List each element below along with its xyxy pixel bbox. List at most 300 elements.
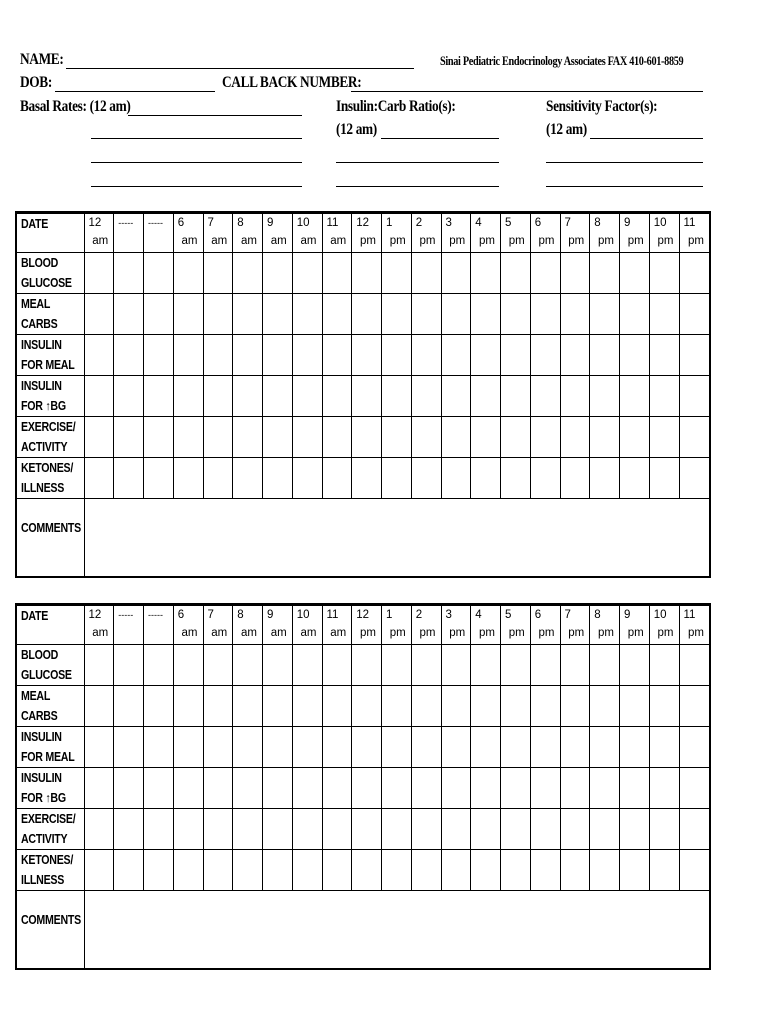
entry-cell[interactable]: [263, 850, 293, 891]
entry-cell[interactable]: [530, 768, 560, 809]
entry-cell[interactable]: [292, 768, 322, 809]
entry-cell[interactable]: [263, 727, 293, 768]
entry-cell[interactable]: [501, 253, 531, 294]
entry-cell[interactable]: [560, 253, 590, 294]
entry-cell[interactable]: [233, 809, 263, 850]
entry-cell[interactable]: [441, 645, 471, 686]
entry-cell[interactable]: [411, 335, 441, 376]
entry-cell[interactable]: [173, 809, 203, 850]
entry-cell[interactable]: [382, 686, 412, 727]
entry-cell[interactable]: [84, 376, 114, 417]
entry-cell[interactable]: [203, 253, 233, 294]
entry-cell[interactable]: [144, 850, 174, 891]
entry-cell[interactable]: [322, 850, 352, 891]
entry-cell[interactable]: [173, 850, 203, 891]
entry-cell[interactable]: [679, 727, 709, 768]
basal-rate-field-3[interactable]: [91, 162, 302, 163]
entry-cell[interactable]: [530, 645, 560, 686]
entry-cell[interactable]: [84, 645, 114, 686]
entry-cell[interactable]: [114, 458, 144, 499]
entry-cell[interactable]: [620, 335, 650, 376]
entry-cell[interactable]: [679, 376, 709, 417]
entry-cell[interactable]: [84, 253, 114, 294]
time-column-header: [352, 214, 382, 253]
entry-cell[interactable]: [114, 850, 144, 891]
icr-field-1[interactable]: [381, 138, 499, 139]
entry-cell[interactable]: [292, 253, 322, 294]
entry-cell[interactable]: [203, 294, 233, 335]
time-period: pm: [657, 627, 674, 639]
entry-cell[interactable]: [649, 417, 679, 458]
entry-cell[interactable]: [471, 850, 501, 891]
entry-cell[interactable]: [530, 727, 560, 768]
date-header: [17, 214, 84, 253]
entry-cell[interactable]: [590, 768, 620, 809]
entry-cell[interactable]: [382, 768, 412, 809]
time-hour: 3: [445, 217, 452, 229]
entry-cell[interactable]: [352, 809, 382, 850]
entry-cell[interactable]: [649, 253, 679, 294]
entry-cell[interactable]: [203, 458, 233, 499]
entry-cell[interactable]: [620, 686, 650, 727]
entry-cell[interactable]: [203, 850, 233, 891]
entry-cell[interactable]: [173, 253, 203, 294]
sensitivity-factor-field-1[interactable]: [590, 138, 703, 139]
dob-label: DOB:: [20, 74, 52, 91]
entry-cell[interactable]: [411, 253, 441, 294]
entry-cell[interactable]: [203, 809, 233, 850]
entry-cell[interactable]: [84, 294, 114, 335]
entry-cell[interactable]: [352, 850, 382, 891]
entry-cell[interactable]: [620, 458, 650, 499]
entry-cell[interactable]: [471, 768, 501, 809]
entry-cell[interactable]: [292, 645, 322, 686]
entry-cell[interactable]: [590, 727, 620, 768]
entry-cell[interactable]: [590, 645, 620, 686]
entry-cell[interactable]: [411, 376, 441, 417]
entry-cell[interactable]: [590, 417, 620, 458]
entry-cell[interactable]: [560, 376, 590, 417]
entry-cell[interactable]: [114, 768, 144, 809]
entry-cell[interactable]: [679, 850, 709, 891]
entry-cell[interactable]: [352, 335, 382, 376]
entry-cell[interactable]: [471, 294, 501, 335]
entry-cell[interactable]: [352, 768, 382, 809]
entry-cell[interactable]: [471, 645, 501, 686]
entry-cell[interactable]: [471, 335, 501, 376]
entry-cell[interactable]: [233, 253, 263, 294]
entry-cell[interactable]: [620, 809, 650, 850]
entry-cell[interactable]: [233, 417, 263, 458]
entry-cell[interactable]: [679, 809, 709, 850]
entry-cell[interactable]: [441, 335, 471, 376]
entry-cell[interactable]: [203, 335, 233, 376]
entry-cell[interactable]: [263, 417, 293, 458]
entry-cell[interactable]: [144, 686, 174, 727]
entry-cell[interactable]: [649, 294, 679, 335]
time-period: [114, 232, 143, 250]
entry-cell[interactable]: [233, 727, 263, 768]
entry-cell[interactable]: [501, 809, 531, 850]
entry-cell[interactable]: [322, 335, 352, 376]
entry-cell[interactable]: [144, 417, 174, 458]
entry-cell[interactable]: [560, 458, 590, 499]
entry-cell[interactable]: [560, 645, 590, 686]
entry-cell[interactable]: [560, 686, 590, 727]
entry-cell[interactable]: [292, 335, 322, 376]
entry-cell[interactable]: [382, 294, 412, 335]
basal-rate-field-4[interactable]: [91, 186, 302, 187]
entry-cell[interactable]: [233, 768, 263, 809]
date-header: [17, 606, 84, 645]
daily-log-table-2: [15, 603, 711, 970]
entry-cell[interactable]: [441, 417, 471, 458]
entry-cell[interactable]: [530, 335, 560, 376]
time-hour: 6: [177, 217, 185, 229]
entry-cell[interactable]: [84, 335, 114, 376]
entry-cell[interactable]: [322, 686, 352, 727]
entry-cell[interactable]: [590, 458, 620, 499]
entry-cell[interactable]: [620, 645, 650, 686]
entry-cell[interactable]: [173, 376, 203, 417]
entry-cell[interactable]: [173, 768, 203, 809]
entry-cell[interactable]: [84, 850, 114, 891]
entry-cell[interactable]: [322, 645, 352, 686]
entry-cell[interactable]: [501, 335, 531, 376]
entry-cell[interactable]: [263, 768, 293, 809]
entry-cell[interactable]: [352, 727, 382, 768]
comments-label: COMMENTS: [21, 913, 81, 927]
icr-field-3[interactable]: [336, 186, 499, 187]
entry-cell[interactable]: [560, 768, 590, 809]
entry-cell[interactable]: [292, 850, 322, 891]
entry-cell[interactable]: [620, 727, 650, 768]
entry-cell[interactable]: [322, 809, 352, 850]
entry-cell[interactable]: [560, 850, 590, 891]
entry-cell[interactable]: [649, 727, 679, 768]
entry-cell[interactable]: [530, 417, 560, 458]
row-label: [17, 686, 84, 727]
entry-cell[interactable]: [114, 686, 144, 727]
entry-cell[interactable]: [263, 645, 293, 686]
entry-cell[interactable]: [471, 417, 501, 458]
comments-field[interactable]: [84, 891, 709, 970]
time-period: pm: [449, 627, 466, 639]
entry-cell[interactable]: [441, 376, 471, 417]
entry-cell[interactable]: [382, 417, 412, 458]
entry-cell[interactable]: [411, 727, 441, 768]
entry-cell[interactable]: [173, 727, 203, 768]
time-hour: 10: [296, 217, 310, 229]
entry-cell[interactable]: [173, 458, 203, 499]
entry-cell[interactable]: [590, 335, 620, 376]
entry-cell[interactable]: [292, 417, 322, 458]
entry-cell[interactable]: [144, 458, 174, 499]
entry-cell[interactable]: [263, 294, 293, 335]
entry-cell[interactable]: [233, 335, 263, 376]
entry-cell[interactable]: [590, 809, 620, 850]
entry-cell[interactable]: [441, 294, 471, 335]
entry-cell[interactable]: [679, 294, 709, 335]
entry-cell[interactable]: [114, 253, 144, 294]
row-label-line1: INSULIN: [21, 771, 62, 785]
entry-cell[interactable]: [501, 727, 531, 768]
entry-cell[interactable]: [441, 809, 471, 850]
entry-cell[interactable]: [649, 335, 679, 376]
entry-cell[interactable]: [649, 768, 679, 809]
entry-cell[interactable]: [144, 727, 174, 768]
sensitivity-factor-field-2[interactable]: [546, 162, 703, 163]
entry-cell[interactable]: [173, 686, 203, 727]
entry-cell[interactable]: [114, 294, 144, 335]
entry-cell[interactable]: [263, 253, 293, 294]
entry-cell[interactable]: [411, 809, 441, 850]
entry-cell[interactable]: [441, 458, 471, 499]
entry-cell[interactable]: [322, 727, 352, 768]
entry-cell[interactable]: [471, 727, 501, 768]
entry-cell[interactable]: [679, 253, 709, 294]
entry-cell[interactable]: [620, 294, 650, 335]
entry-cell[interactable]: [530, 253, 560, 294]
entry-cell[interactable]: [471, 458, 501, 499]
entry-cell[interactable]: [620, 768, 650, 809]
entry-cell[interactable]: [292, 727, 322, 768]
name-field[interactable]: [66, 68, 414, 69]
time-column-header: [649, 606, 679, 645]
entry-cell[interactable]: [501, 768, 531, 809]
entry-cell[interactable]: [322, 768, 352, 809]
entry-cell[interactable]: [501, 686, 531, 727]
entry-cell[interactable]: [292, 294, 322, 335]
entry-cell[interactable]: [411, 417, 441, 458]
entry-cell[interactable]: [620, 850, 650, 891]
entry-cell[interactable]: [530, 809, 560, 850]
entry-cell[interactable]: [382, 376, 412, 417]
entry-cell[interactable]: [649, 458, 679, 499]
entry-cell[interactable]: [590, 253, 620, 294]
callback-field[interactable]: [351, 91, 703, 92]
entry-cell[interactable]: [233, 294, 263, 335]
time-column-header: [679, 214, 709, 253]
entry-cell[interactable]: [263, 376, 293, 417]
entry-cell[interactable]: [352, 376, 382, 417]
entry-cell[interactable]: [203, 376, 233, 417]
time-period: [144, 232, 173, 250]
entry-cell[interactable]: [263, 809, 293, 850]
row-label-line1: INSULIN: [21, 338, 62, 352]
basal-rate-field-1[interactable]: [128, 115, 302, 116]
time-hour: 12: [88, 609, 102, 621]
entry-cell[interactable]: [441, 253, 471, 294]
entry-cell[interactable]: [501, 850, 531, 891]
entry-cell[interactable]: [322, 253, 352, 294]
entry-cell[interactable]: [352, 686, 382, 727]
time-period: am: [300, 627, 317, 639]
entry-cell[interactable]: [84, 417, 114, 458]
entry-cell[interactable]: [441, 768, 471, 809]
entry-cell[interactable]: [679, 417, 709, 458]
entry-cell[interactable]: [114, 335, 144, 376]
entry-cell[interactable]: [292, 809, 322, 850]
entry-cell[interactable]: [84, 686, 114, 727]
entry-cell[interactable]: [352, 458, 382, 499]
entry-cell[interactable]: [411, 686, 441, 727]
entry-cell[interactable]: [679, 645, 709, 686]
entry-cell[interactable]: [590, 850, 620, 891]
entry-cell[interactable]: [560, 809, 590, 850]
entry-cell[interactable]: [590, 294, 620, 335]
entry-cell[interactable]: [144, 294, 174, 335]
entry-cell[interactable]: [352, 253, 382, 294]
sensitivity-factor-field-3[interactable]: [546, 186, 703, 187]
entry-cell[interactable]: [352, 645, 382, 686]
entry-cell[interactable]: [471, 809, 501, 850]
entry-cell[interactable]: [620, 253, 650, 294]
entry-cell[interactable]: [471, 686, 501, 727]
sensitivity-factor-label: Sensitivity Factor(s):: [546, 98, 658, 115]
entry-cell[interactable]: [144, 768, 174, 809]
entry-cell[interactable]: [471, 376, 501, 417]
entry-cell[interactable]: [679, 335, 709, 376]
entry-cell[interactable]: [501, 645, 531, 686]
entry-cell[interactable]: [471, 253, 501, 294]
entry-cell[interactable]: [322, 376, 352, 417]
entry-cell[interactable]: [114, 727, 144, 768]
time-period: pm: [688, 235, 704, 247]
entry-cell[interactable]: [173, 645, 203, 686]
entry-cell[interactable]: [441, 686, 471, 727]
entry-cell[interactable]: [322, 294, 352, 335]
entry-cell[interactable]: [441, 850, 471, 891]
time-column-header: [292, 214, 322, 253]
entry-cell[interactable]: [679, 458, 709, 499]
entry-cell[interactable]: [352, 417, 382, 458]
entry-cell[interactable]: [501, 376, 531, 417]
entry-cell[interactable]: [144, 253, 174, 294]
entry-cell[interactable]: [649, 376, 679, 417]
entry-cell[interactable]: [84, 458, 114, 499]
entry-cell[interactable]: [233, 850, 263, 891]
entry-cell[interactable]: [382, 458, 412, 499]
entry-cell[interactable]: [263, 458, 293, 499]
entry-cell[interactable]: [590, 376, 620, 417]
entry-cell[interactable]: [144, 809, 174, 850]
icr-field-2[interactable]: [336, 162, 499, 163]
entry-cell[interactable]: [352, 294, 382, 335]
entry-cell[interactable]: [114, 645, 144, 686]
comments-field[interactable]: [84, 499, 709, 578]
entry-cell[interactable]: [203, 417, 233, 458]
entry-cell[interactable]: [322, 417, 352, 458]
entry-cell[interactable]: [411, 645, 441, 686]
entry-cell[interactable]: [501, 458, 531, 499]
basal-rate-field-2[interactable]: [91, 138, 302, 139]
entry-cell[interactable]: [382, 645, 412, 686]
entry-cell[interactable]: [322, 458, 352, 499]
entry-cell[interactable]: [590, 686, 620, 727]
entry-cell[interactable]: [530, 294, 560, 335]
entry-cell[interactable]: [382, 253, 412, 294]
time-period: pm: [508, 627, 525, 639]
entry-cell[interactable]: [233, 686, 263, 727]
entry-cell[interactable]: [263, 686, 293, 727]
entry-cell[interactable]: [263, 335, 293, 376]
entry-cell[interactable]: [114, 417, 144, 458]
entry-cell[interactable]: [84, 809, 114, 850]
entry-cell[interactable]: [203, 645, 233, 686]
entry-cell[interactable]: [173, 294, 203, 335]
entry-cell[interactable]: [382, 727, 412, 768]
entry-cell[interactable]: [649, 686, 679, 727]
time-hour: 8: [237, 217, 244, 229]
dob-field[interactable]: [55, 91, 215, 92]
time-hour: 4: [475, 217, 482, 229]
entry-cell[interactable]: [620, 417, 650, 458]
entry-cell[interactable]: [530, 850, 560, 891]
entry-cell[interactable]: [144, 645, 174, 686]
entry-cell[interactable]: [530, 686, 560, 727]
entry-cell[interactable]: [441, 727, 471, 768]
daily-log-table-1: [15, 211, 711, 578]
entry-cell[interactable]: [411, 458, 441, 499]
time-column-header: [203, 606, 233, 645]
entry-cell[interactable]: [382, 335, 412, 376]
entry-cell[interactable]: [203, 686, 233, 727]
entry-cell[interactable]: [173, 335, 203, 376]
entry-cell[interactable]: [649, 850, 679, 891]
entry-cell[interactable]: [679, 686, 709, 727]
entry-cell[interactable]: [144, 376, 174, 417]
entry-cell[interactable]: [114, 376, 144, 417]
entry-cell[interactable]: [560, 727, 590, 768]
entry-cell[interactable]: [203, 727, 233, 768]
entry-cell[interactable]: [233, 376, 263, 417]
entry-cell[interactable]: [203, 768, 233, 809]
entry-cell[interactable]: [679, 768, 709, 809]
row-label-line1: INSULIN: [21, 730, 62, 744]
entry-cell[interactable]: [292, 376, 322, 417]
entry-cell[interactable]: [292, 458, 322, 499]
entry-cell[interactable]: [233, 458, 263, 499]
entry-cell[interactable]: [560, 417, 590, 458]
entry-cell[interactable]: [173, 417, 203, 458]
entry-cell[interactable]: [114, 809, 144, 850]
entry-cell[interactable]: [382, 809, 412, 850]
entry-cell[interactable]: [501, 294, 531, 335]
time-hour: 11: [683, 217, 696, 229]
entry-cell[interactable]: [411, 850, 441, 891]
entry-cell[interactable]: [560, 294, 590, 335]
entry-cell[interactable]: [84, 768, 114, 809]
entry-cell[interactable]: [411, 294, 441, 335]
entry-cell[interactable]: [84, 727, 114, 768]
entry-cell[interactable]: [620, 376, 650, 417]
entry-cell[interactable]: [292, 686, 322, 727]
entry-cell[interactable]: [411, 768, 441, 809]
entry-cell[interactable]: [382, 850, 412, 891]
entry-cell[interactable]: [144, 335, 174, 376]
entry-cell[interactable]: [530, 458, 560, 499]
entry-cell[interactable]: [649, 809, 679, 850]
callback-label: CALL BACK NUMBER:: [222, 74, 362, 91]
entry-cell[interactable]: [649, 645, 679, 686]
entry-cell[interactable]: [233, 645, 263, 686]
entry-cell[interactable]: [560, 335, 590, 376]
time-period: pm: [598, 627, 614, 639]
entry-cell[interactable]: [501, 417, 531, 458]
row-label-line2: ILLNESS: [21, 873, 65, 887]
entry-cell[interactable]: [530, 376, 560, 417]
